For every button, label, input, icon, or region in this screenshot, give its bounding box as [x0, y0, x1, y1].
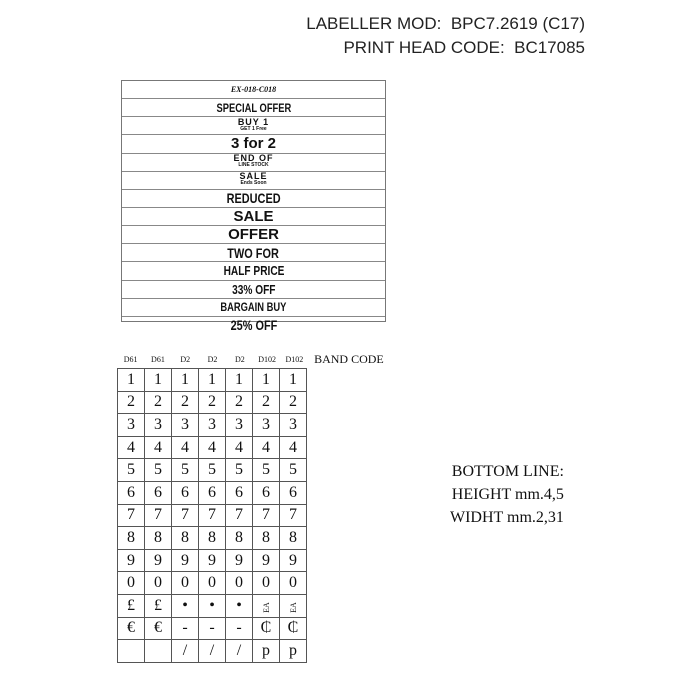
band-cell: 1 — [253, 369, 280, 392]
band-cell: 7 — [199, 504, 226, 527]
label-text: HALF PRICE — [223, 263, 284, 279]
band-cell: 5 — [253, 459, 280, 482]
band-cell: 1 — [145, 369, 172, 392]
band-cell: 3 — [118, 414, 145, 437]
band-row — [118, 572, 307, 595]
band-cell: 0 — [118, 572, 145, 595]
label-text: EX-018-C018 — [230, 85, 277, 95]
bottom-line-title: BOTTOM LINE: — [451, 463, 564, 480]
label-row — [122, 317, 385, 334]
band-cell: 5 — [199, 459, 226, 482]
band-cell: 0 — [172, 572, 199, 595]
band-cell: 0 — [145, 572, 172, 595]
band-cell: 9 — [118, 549, 145, 572]
band-cell: 8 — [118, 527, 145, 550]
band-cell: 3 — [145, 414, 172, 437]
band-cell: / — [199, 640, 226, 663]
band-row — [118, 504, 307, 527]
band-cell: 4 — [280, 436, 307, 459]
band-cell: 4 — [172, 436, 199, 459]
band-cell: 5 — [118, 459, 145, 482]
band-cell-rotated: EA — [261, 601, 271, 613]
band-cell: 4 — [253, 436, 280, 459]
band-code: D61 — [151, 354, 165, 364]
band-cell: 4 — [118, 436, 145, 459]
band-cell: ₵ — [280, 617, 307, 640]
labeller-model: LABELLER MOD: BPC7.2619 (C17) — [306, 14, 585, 33]
label-row — [122, 299, 385, 317]
band-cell: 7 — [172, 504, 199, 527]
band-cell: 9 — [253, 549, 280, 572]
band-cell: 6 — [226, 481, 253, 504]
label-text: SALE — [239, 171, 268, 182]
label-text: BARGAIN BUY — [220, 300, 287, 315]
band-cell: / — [226, 640, 253, 663]
label-row — [122, 154, 385, 172]
label-row — [122, 281, 385, 299]
band-cell: € — [118, 617, 145, 640]
band-cell — [253, 594, 280, 617]
band-row — [118, 527, 307, 550]
band-cell: 8 — [226, 527, 253, 550]
label-text: TWO FOR — [227, 244, 280, 261]
band-cell: 8 — [145, 527, 172, 550]
band-cell: 3 — [253, 414, 280, 437]
band-cell: p — [280, 640, 307, 663]
band-cell: 8 — [172, 527, 199, 550]
band-row — [118, 594, 307, 617]
band-row — [118, 549, 307, 572]
band-cell: 6 — [118, 481, 145, 504]
bottom-line-width: WIDHT mm.2,31 — [450, 509, 564, 526]
band-cell: 1 — [118, 369, 145, 392]
band-cell: 9 — [226, 549, 253, 572]
band-row — [118, 391, 307, 414]
band-cell: 2 — [226, 391, 253, 414]
band-code-label: BAND CODE — [314, 351, 384, 366]
label-text: REDUCED — [226, 190, 281, 207]
header — [306, 12, 585, 60]
band-cell: 2 — [172, 391, 199, 414]
band-cell: 6 — [280, 481, 307, 504]
label-text: BUY 1 — [237, 117, 270, 127]
label-row — [122, 190, 385, 208]
band-cell: 2 — [253, 391, 280, 414]
band-cell: 0 — [280, 572, 307, 595]
band-cell: 2 — [145, 391, 172, 414]
band-codes-row — [117, 350, 384, 368]
band-cell: • — [199, 594, 226, 617]
band-cell: 3 — [280, 414, 307, 437]
band-cell: 7 — [118, 504, 145, 527]
band-cell — [145, 640, 172, 663]
label-row — [122, 117, 385, 135]
band-row — [118, 481, 307, 504]
band-cell: - — [199, 617, 226, 640]
band-row — [118, 617, 307, 640]
band-cell: 0 — [199, 572, 226, 595]
band-cell — [280, 594, 307, 617]
band-cell: 1 — [199, 369, 226, 392]
band-cell: 1 — [280, 369, 307, 392]
band-cell: 3 — [226, 414, 253, 437]
band-cell-rotated: EA — [288, 601, 298, 613]
band-cell: 9 — [172, 549, 199, 572]
label-row — [122, 244, 385, 262]
band-cell: 4 — [145, 436, 172, 459]
band-cell: 3 — [172, 414, 199, 437]
bottom-line-height: HEIGHT mm.4,5 — [451, 486, 564, 503]
band-row — [118, 369, 307, 392]
band-cell: • — [226, 594, 253, 617]
band-cell: - — [172, 617, 199, 640]
band-cell: 4 — [199, 436, 226, 459]
band-cell: 6 — [145, 481, 172, 504]
band-cell: 8 — [253, 527, 280, 550]
band-code: D2 — [207, 354, 218, 364]
band-cell: 8 — [199, 527, 226, 550]
band-row — [118, 436, 307, 459]
band-cell: 6 — [253, 481, 280, 504]
label-list — [121, 80, 386, 334]
band-cell: £ — [118, 594, 145, 617]
band-row — [118, 414, 307, 437]
band-cell — [118, 640, 145, 663]
label-row — [122, 99, 385, 117]
label-row — [122, 208, 385, 226]
band-cell: 8 — [280, 527, 307, 550]
band-cell: 0 — [226, 572, 253, 595]
band-cell: 9 — [199, 549, 226, 572]
band-cell: 5 — [172, 459, 199, 482]
label-text: 33% OFF — [231, 281, 276, 297]
label-row — [122, 226, 385, 244]
band-row — [118, 459, 307, 482]
band-cell: p — [253, 640, 280, 663]
label-row — [122, 262, 385, 280]
band-cell: 9 — [280, 549, 307, 572]
band-cell: 7 — [226, 504, 253, 527]
band-cell: £ — [145, 594, 172, 617]
label-text: SALE — [233, 208, 274, 226]
band-cell: 1 — [226, 369, 253, 392]
band-code: D61 — [123, 354, 138, 364]
label-text: 3 for 2 — [230, 135, 276, 153]
band-cell: 7 — [253, 504, 280, 527]
label-text: SPECIAL OFFER — [216, 100, 291, 115]
label-text: END OF — [233, 153, 274, 164]
band-code: D102 — [258, 354, 277, 364]
band-cell: 6 — [172, 481, 199, 504]
band-code: D2 — [234, 354, 245, 364]
label-text: 25% OFF — [230, 317, 277, 334]
label-subtext: GET 1 Free — [240, 125, 267, 132]
band-cell: 2 — [280, 391, 307, 414]
band-cell: 2 — [199, 391, 226, 414]
band-cell: 7 — [145, 504, 172, 527]
band-chart — [117, 350, 384, 663]
band-grid — [117, 368, 307, 663]
label-row — [122, 135, 385, 153]
print-head-code: PRINT HEAD CODE: BC17085 — [343, 38, 585, 57]
band-cell: • — [172, 594, 199, 617]
band-cell: 0 — [253, 572, 280, 595]
band-cell: 6 — [199, 481, 226, 504]
band-code: D102 — [285, 354, 304, 364]
label-text: OFFER — [228, 226, 279, 244]
bottom-line-spec — [450, 460, 564, 529]
band-code: D2 — [180, 354, 191, 364]
band-row — [118, 640, 307, 663]
band-cell: / — [172, 640, 199, 663]
band-cell: ₵ — [253, 617, 280, 640]
band-cell: 5 — [145, 459, 172, 482]
band-cell: 1 — [172, 369, 199, 392]
band-cell: 5 — [226, 459, 253, 482]
band-cell: 3 — [199, 414, 226, 437]
band-cell: - — [226, 617, 253, 640]
band-cell: 2 — [118, 391, 145, 414]
label-subtext: Ends Soon — [240, 180, 267, 187]
band-cell: 4 — [226, 436, 253, 459]
label-row — [122, 172, 385, 190]
band-cell: 7 — [280, 504, 307, 527]
label-row — [122, 81, 385, 99]
band-cell: € — [145, 617, 172, 640]
band-cell: 5 — [280, 459, 307, 482]
label-subtext: LINE STOCK — [238, 162, 269, 169]
band-cell: 9 — [145, 549, 172, 572]
